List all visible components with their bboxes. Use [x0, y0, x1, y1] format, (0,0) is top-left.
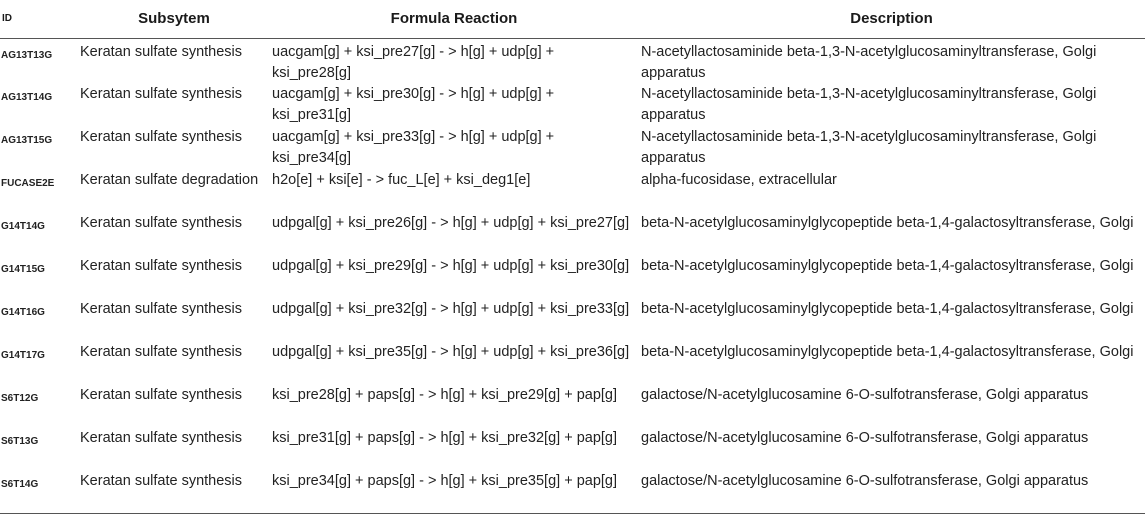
row-subsystem: Keratan sulfate synthesis — [80, 300, 243, 317]
row-subsystem: Keratan sulfate synthesis — [80, 429, 243, 446]
row-formula: uacgam[g] + ksi_pre30[g] - > h[g] + udp[g] + ksi_pre31[g] — [272, 85, 555, 123]
row-subsystem: Keratan sulfate synthesis — [80, 214, 243, 231]
table-row — [0, 213, 1145, 256]
row-id: S6T14G — [1, 478, 39, 490]
table-row — [0, 127, 1145, 170]
row-subsystem: Keratan sulfate synthesis — [80, 128, 243, 145]
table-row — [0, 342, 1145, 385]
row-description: N-acetyllactosaminide beta-1,3-N-acetylglucosaminyltransferase, Golgi apparatus — [641, 128, 1097, 166]
row-formula: udpgal[g] + ksi_pre29[g] - > h[g] + udp[g] + ksi_pre30[g] — [272, 257, 630, 274]
row-description: N-acetyllactosaminide beta-1,3-N-acetylglucosaminyltransferase, Golgi apparatus — [641, 43, 1097, 81]
table-row — [0, 428, 1145, 471]
row-id: AG13T15G — [1, 134, 53, 146]
row-id: AG13T13G — [1, 49, 53, 61]
row-formula: uacgam[g] + ksi_pre27[g] - > h[g] + udp[g] + ksi_pre28[g] — [272, 43, 555, 81]
row-id: G14T17G — [1, 349, 45, 361]
row-description: beta-N-acetylglucosaminylglycopeptide beta-1,4-galactosyltransferase, Golgi — [641, 257, 1134, 274]
row-subsystem: Keratan sulfate synthesis — [80, 472, 243, 489]
table-body — [0, 38, 1145, 514]
table-row — [0, 84, 1145, 127]
column-header-description: Description — [850, 10, 933, 28]
column-header-formula: Formula Reaction — [390, 10, 518, 28]
row-id: G14T16G — [1, 306, 45, 318]
column-header-id: ID — [2, 13, 12, 25]
row-description: beta-N-acetylglucosaminylglycopeptide beta-1,4-galactosyltransferase, Golgi — [641, 300, 1134, 317]
row-description: galactose/N-acetylglucosamine 6-O-sulfotransferase, Golgi apparatus — [641, 472, 1089, 489]
row-id: S6T12G — [1, 392, 39, 404]
table-row — [0, 256, 1145, 299]
row-subsystem: Keratan sulfate synthesis — [80, 257, 243, 274]
header-row — [0, 0, 1145, 38]
row-subsystem: Keratan sulfate synthesis — [80, 43, 243, 60]
row-formula: ksi_pre28[g] + paps[g] - > h[g] + ksi_pre29[g] + pap[g] — [272, 386, 618, 403]
column-header-subsystem: Subsytem — [138, 10, 210, 28]
row-formula: uacgam[g] + ksi_pre33[g] - > h[g] + udp[g] + ksi_pre34[g] — [272, 128, 555, 166]
table-row — [0, 385, 1145, 428]
row-formula: udpgal[g] + ksi_pre35[g] - > h[g] + udp[g] + ksi_pre36[g] — [272, 343, 630, 360]
table-row — [0, 299, 1145, 342]
row-formula: ksi_pre31[g] + paps[g] - > h[g] + ksi_pre32[g] + pap[g] — [272, 429, 618, 446]
row-subsystem: Keratan sulfate degradation — [80, 171, 259, 188]
row-id: FUCASE2E — [1, 177, 55, 189]
row-description: beta-N-acetylglucosaminylglycopeptide beta-1,4-galactosyltransferase, Golgi — [641, 343, 1134, 360]
row-description: galactose/N-acetylglucosamine 6-O-sulfotransferase, Golgi apparatus — [641, 386, 1089, 403]
table-row — [0, 38, 1145, 84]
table-row — [0, 170, 1145, 213]
row-id: G14T15G — [1, 263, 45, 275]
row-description: alpha-fucosidase, extracellular — [641, 171, 837, 188]
row-formula: udpgal[g] + ksi_pre32[g] - > h[g] + udp[g] + ksi_pre33[g] — [272, 300, 630, 317]
row-formula: udpgal[g] + ksi_pre26[g] - > h[g] + udp[g] + ksi_pre27[g] — [272, 214, 630, 231]
row-description: beta-N-acetylglucosaminylglycopeptide beta-1,4-galactosyltransferase, Golgi — [641, 214, 1134, 231]
row-id: AG13T14G — [1, 91, 53, 103]
row-formula: h2o[e] + ksi[e] - > fuc_L[e] + ksi_deg1[e] — [272, 171, 531, 188]
row-description: N-acetyllactosaminide beta-1,3-N-acetylglucosaminyltransferase, Golgi apparatus — [641, 85, 1097, 123]
table-row — [0, 471, 1145, 514]
row-formula: ksi_pre34[g] + paps[g] - > h[g] + ksi_pre35[g] + pap[g] — [272, 472, 618, 489]
row-id: G14T14G — [1, 220, 45, 232]
table-header — [0, 0, 1145, 38]
row-id: S6T13G — [1, 435, 39, 447]
row-subsystem: Keratan sulfate synthesis — [80, 386, 243, 403]
row-subsystem: Keratan sulfate synthesis — [80, 343, 243, 360]
row-subsystem: Keratan sulfate synthesis — [80, 85, 243, 102]
row-description: galactose/N-acetylglucosamine 6-O-sulfotransferase, Golgi apparatus — [641, 429, 1089, 446]
